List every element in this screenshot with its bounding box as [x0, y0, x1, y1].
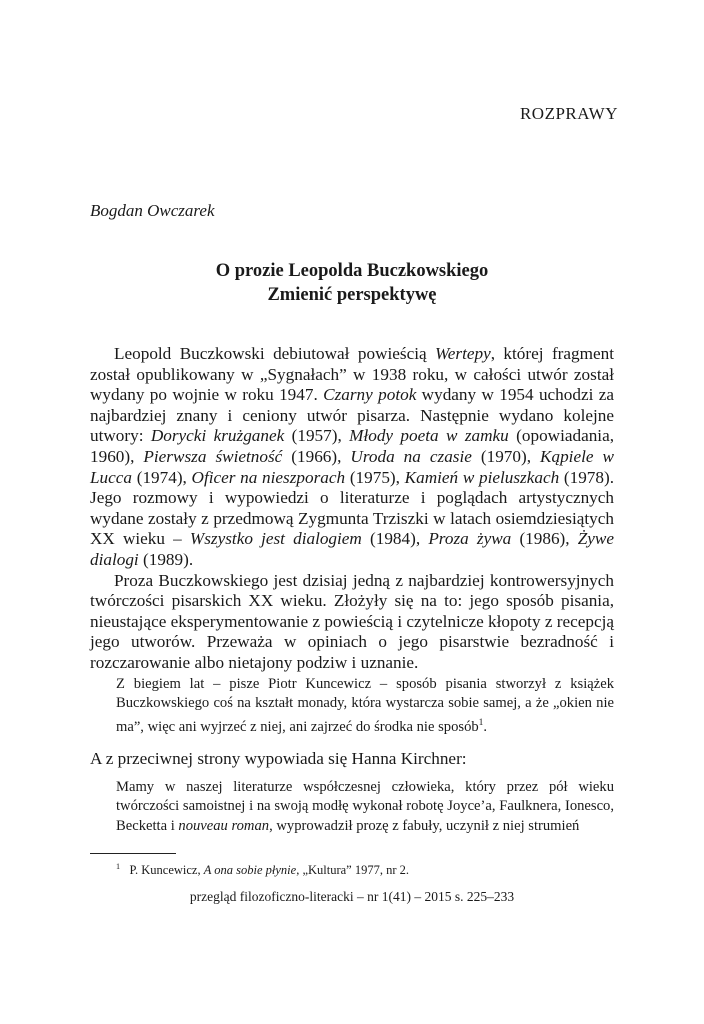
paragraph-2: Proza Buczkowskiego jest dzisiaj jedną z najbardziej kontrowersyjnych twórczości pisarskich XX wieku. Złożyły się na to: jego sposób pisania, nieustające eksperymentowanie z powieścią i czytelnicze kłopoty z recepcją jego utworów. Przeważa w opiniach o jego pisarstwie bezradność i rozczarowanie albo nietajony podziw i uznanie. — [90, 570, 614, 672]
footnote: $^1$ P. Kuncewicz, A ona sobie płynie, „Kultura” 1977, nr 2. — [116, 862, 410, 878]
paragraph-1: Leopold Buczkowski debiutował powieścią Wertepy, której fragment został opublikowany w „Sygnałach” w 1938 roku, w całości utwór został wydany po wojnie w roku 1947. Czarny potok wydany w 1954 uchodzi za najbardziej znany i ceniony utwór pisarza. Następnie wydano kolejne utwory: Dorycki krużganek (1957), Młody poeta w zamku (opowiadania, 1960), Pierwsza świetność (1966), Uroda na czasie (1970), Kąpiele w Lucca (1974), Oficer na nieszporach (1975), Kamień w pieluszkach (1978). Jego rozmowy i wypowiedzi o literaturze i poglądach artystycznych wydane zostały z przedmową Zygmunta Trziszki w latach osiemdziesiątych XX wieku – Wszystko jest dialogiem (1984), Proza żywa (1986), Żywe dialogi (1989). — [90, 344, 615, 569]
paragraph-3: A z przeciwnej strony wypowiada się Hanna Kirchner: — [90, 749, 467, 768]
footnote-number: 1 — [116, 862, 121, 871]
block-quote-2: Mamy w naszej literaturze współczesnej człowieka, który przez pół wieku twórczości samoistnej i na swoją modłę wykonał robotę Joyce’a, Faulknera, Ionesco, Becketta i nouveau roman, wyprowadził prozę z fabuły, uczynił z niej strumień — [116, 779, 614, 834]
page-footer: przegląd filozoficzno-literacki – nr 1(41) – 2015 s. 225–233 — [189, 889, 515, 904]
author-name: Bogdan Owczarek — [90, 201, 215, 220]
subtitle: Zmienić perspektywę — [267, 285, 437, 305]
footnote-ref[interactable]: 1 — [478, 717, 484, 728]
title-line-1: O prozie Leopolda Buczkowskiego — [215, 261, 489, 281]
article-title — [90, 259, 614, 307]
block-quote-1: Z biegiem lat – pisze Piotr Kuncewicz – sposób pisania stworzył z książek Buczkowskiego coś na kształt monady, która wystarcza sobie samej, a że „okien nie ma”, więc ani wyjrzeć z niej, ani zajrzeć do środka nie sposób$^1$. — [116, 676, 614, 735]
footnote-divider — [90, 853, 176, 854]
main-text — [90, 344, 614, 674]
section-label: ROZPRAWY — [519, 104, 618, 123]
